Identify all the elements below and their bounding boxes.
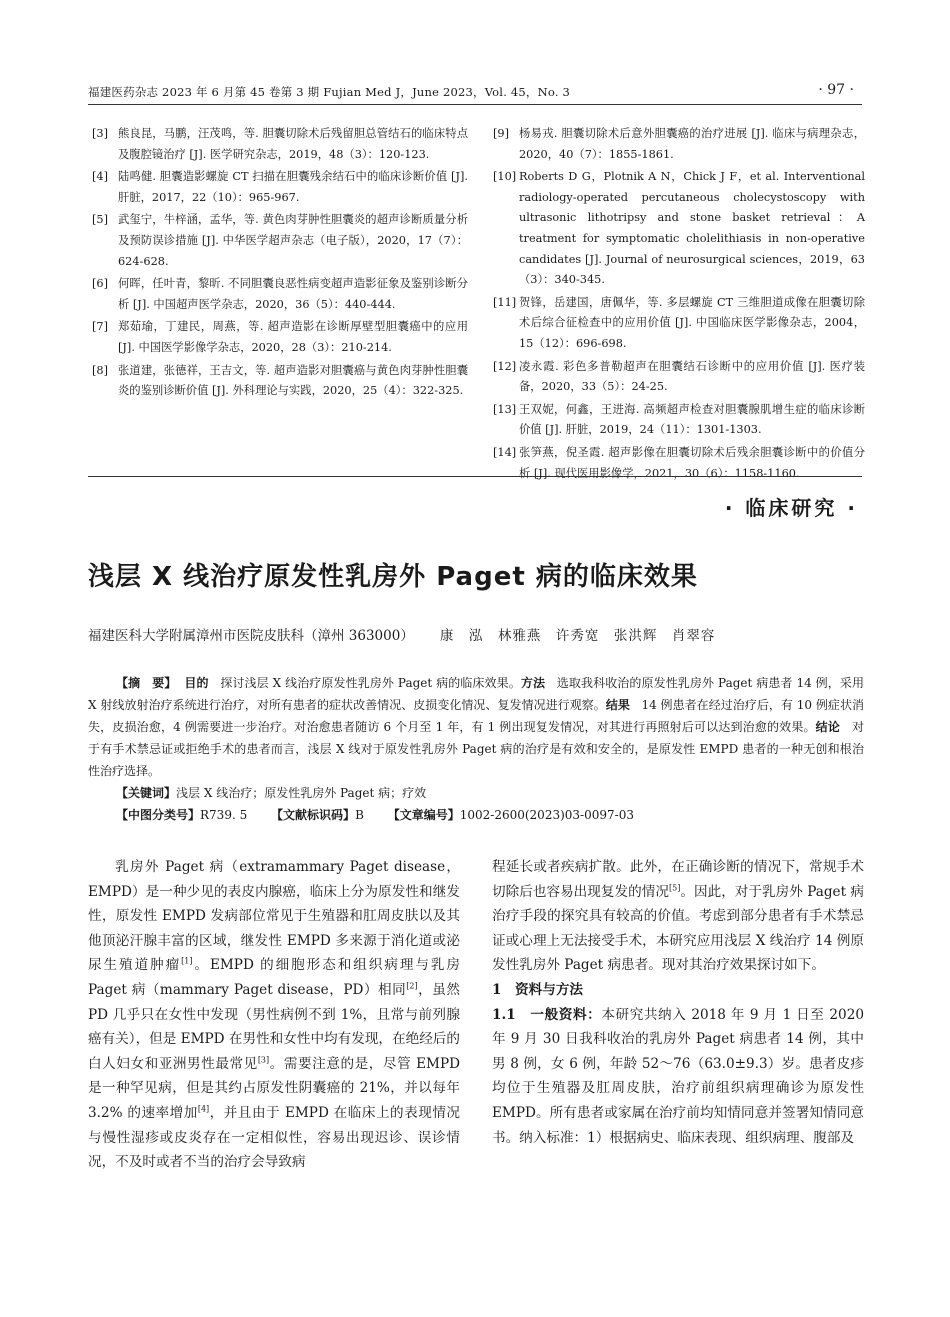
reference-item: [493, 124, 865, 165]
reference-text: 陆鸣健. 胆囊造影螺旋 CT 扫描在胆囊残余结石中的临床诊断价值 [J]. 肝脏，2017，22（10）：965-967.: [118, 170, 468, 204]
doc-code-label: 【文献标识码】: [271, 808, 356, 822]
general-data-paragraph: [492, 1003, 864, 1151]
abstract-label: 【摘 要】: [116, 676, 177, 690]
methods-text: 选取我科收治的原发性乳房外 Paget 病患者 14 例，采用 X 射线放射治疗系统进行治疗，对所有患者的症状改善情况、皮损变化情况、复发情况进行观察。: [88, 676, 864, 712]
intro-text: 程延长或者疾病扩散。此外，在正确诊断的情况下，常规手术切除后也容易出现复发的情况: [492, 859, 864, 900]
body-column-right: [492, 855, 864, 1150]
reference-text: 郑茹瑜，丁建民，周燕，等. 超声造影在诊断厚壁型胆囊癌中的应用 [J]. 中国医学影像学杂志，2020，28（3）：210-214.: [118, 320, 468, 354]
page-number: · 97 ·: [818, 82, 854, 98]
section-heading: 1 资料与方法: [492, 981, 584, 998]
reference-number: [11]: [493, 295, 517, 309]
keywords-label: 【关键词】: [116, 786, 177, 800]
reference-item: [92, 317, 468, 358]
byline: [88, 624, 715, 644]
reference-text: 杨易戎. 胆囊切除术后意外胆囊癌的治疗进展 [J]. 临床与病理杂志，2020，40（7）：1855-1861.: [519, 127, 865, 161]
article-number-label: 【文章编号】: [387, 808, 460, 822]
article-number-value: 1002-2600(2023)03-0097-03: [459, 808, 634, 822]
reference-number: [3]: [92, 127, 109, 140]
section-divider: [88, 476, 862, 477]
reference-number: [6]: [92, 277, 109, 291]
running-head: 福建医药杂志 2023 年 6 月第 45 卷第 3 期 Fujian Med J，June 2023，Vol. 45，No. 3: [88, 85, 571, 99]
keywords-line: [88, 782, 864, 804]
reference-item: [92, 361, 468, 402]
body-column-left: [88, 855, 460, 1175]
article-title: 浅层 X 线治疗原发性乳房外 Paget 病的临床效果: [88, 562, 698, 592]
intro-paragraph-continued: [492, 855, 864, 978]
reference-number: [7]: [92, 320, 109, 334]
intro-paragraph: [88, 855, 460, 1175]
reference-number: [10]: [493, 170, 517, 184]
reference-number: [12]: [493, 359, 517, 373]
intro-text: 。因此，对于乳房外 Paget 病治疗手段的探究具有较高的价值。考虑到部分患者有手术禁忌证或心理上无法接受手术，本研究应用浅层 X 线治疗 14 例原发性乳房外 Paget 病患者。现对其治疗效果探讨如下。: [492, 883, 864, 974]
reference-item: [493, 167, 865, 291]
reference-item: [493, 357, 865, 398]
abstract-body: [88, 672, 864, 782]
citation: [4]: [197, 1104, 210, 1114]
reference-text: Roberts D G，Plotnik A N，Chick J F，et al. Interventional radiology-operated percutaneous cholecystoscopy with ultrasonic lithotripsy and stone basket retrieval：A treatment for symptomatic cholelithiasis in non-operative candidates [J]. Journal of neurosurgical sciences，2019，63（3）：340-345.: [519, 170, 865, 287]
authors: 康 泓 林雅燕 许秀宽 张洪辉 肖翠容: [439, 628, 716, 644]
reference-item: [92, 274, 468, 315]
classification-line: [88, 804, 864, 826]
reference-text: 张笋燕，倪圣霞. 超声影像在胆囊切除术后残余胆囊诊断中的价值分析 [J]. 现代医用影像学，2021，30（6）：1158-1160.: [519, 445, 865, 480]
reference-item: [92, 167, 468, 208]
doc-code-value: B: [355, 808, 364, 822]
citation: [1]: [181, 956, 193, 966]
reference-item: [493, 400, 865, 441]
reference-text: 王双妮，何鑫，王进海. 高频超声检查对胆囊腺肌增生症的临床诊断价值 [J]. 肝脏，2019，24（11）：1301-1303.: [519, 402, 865, 437]
subsection-heading: 1.1 一般资料：: [492, 1006, 602, 1023]
reference-number: [9]: [493, 127, 510, 140]
intro-text: 。需要注意的是，尽管 EMPD 是一种罕见病，但是其约占原发性阴囊癌的 21%，并以每年 3.2% 的速率增加: [88, 1055, 460, 1121]
reference-number: [8]: [92, 363, 109, 377]
reference-list-right: [493, 124, 865, 486]
conclusion-text: 对于有手术禁忌证或拒绝手术的患者而言，浅层 X 线对于原发性乳房外 Paget 病的治疗是有效和安全的，是原发性 EMPD 患者的一种无创和根治性治疗选择。: [88, 720, 864, 778]
conclusion-label: 结论: [815, 720, 841, 734]
header-rule: [88, 104, 862, 105]
methods-label: 方法: [520, 676, 546, 690]
clc-label: 【中图分类号】: [116, 808, 201, 822]
reference-list-left: [92, 124, 468, 404]
reference-text: 熊良昆，马鹏，汪茂鸣，等. 胆囊切除术后残留胆总管结石的临床特点及腹腔镜治疗 [J]. 医学研究杂志，2019，48（3）：120-123.: [118, 127, 468, 161]
intro-text: ，并且由于 EMPD 在临床上的表现情况与慢性湿疹或皮炎存在一定相似性，容易出现迟诊、误诊情况，不及时或者不当的治疗会导致病: [88, 1104, 461, 1171]
reference-number: [14]: [493, 445, 517, 459]
reference-number: [5]: [92, 213, 109, 227]
citation: [3]: [257, 1055, 270, 1065]
reference-text: 贺锋，岳建国，唐佩华，等. 多层螺旋 CT 三维胆道成像在胆囊切除术后综合征检查中的应用价值 [J]. 中国临床医学影像杂志，2004，15（12）：696-698.: [519, 295, 865, 350]
intro-text: 乳房外 Paget 病（extramammary Paget disease，EMPD）是一种少见的表皮内腺癌，临床上分为原发性和继发性，原发性 EMPD 发病部位常见于生殖器和肛周皮肤以及其他顶泌汗腺丰富的区域，继发性 EMPD 多来源于消化道或泌尿生殖道肿瘤: [88, 859, 460, 974]
reference-number: [4]: [92, 170, 109, 184]
reference-item: [493, 443, 865, 484]
reference-item: [92, 124, 468, 165]
intro-text: ，虽然 PD 几乎只在女性中发现（男性病例不到 1%，且常与前列腺癌有关），但是 EMPD 在男性和女性中均有发现，在绝经后的白人妇女和亚洲男性最常见: [88, 981, 460, 1072]
citation: [2]: [406, 981, 418, 991]
reference-text: 凌永霞. 彩色多普勒超声在胆囊结石诊断中的应用价值 [J]. 医疗装备，2020，33（5）：24-25.: [519, 359, 865, 394]
citation: [5]: [668, 883, 681, 893]
objective-text: 探讨浅层 X 线治疗原发性乳房外 Paget 病的临床效果。: [220, 676, 521, 690]
intro-text: 。EMPD 的细胞形态和组织病理与乳房 Paget 病（mammary Paget disease，PD）相同: [88, 957, 460, 998]
reference-number: [13]: [493, 402, 517, 416]
reference-item: [92, 210, 468, 272]
clc-value: R739. 5: [200, 808, 248, 822]
reference-item: [493, 293, 865, 355]
reference-text: 何晖，任叶青，黎昕. 不同胆囊良恶性病变超声造影征象及鉴别诊断分析 [J]. 中国超声医学杂志，2020，36（5）：440-444.: [118, 277, 468, 311]
general-data-text: 本研究共纳入 2018 年 9 月 1 日至 2020 年 9 月 30 日我科收治的乳房外 Paget 病患者 14 例，其中男 8 例，女 6 例，年龄 52～76（63.0±9.3）岁。患者皮疹均位于生殖器及肛周皮肤，治疗前组织病理确诊为原发性 EMPD。所有患者或家属在治疗前均知情同意并签署知情同意书。纳入标准：1）根据病史、临床表现、组织病理、腹部及: [492, 1006, 864, 1146]
affiliation: 福建医科大学附属漳州市医院皮肤科（漳州 363000）: [88, 628, 414, 644]
section-label: · 临床研究 ·: [724, 496, 858, 520]
keywords-text: 浅层 X 线治疗；原发性乳房外 Paget 病；疗效: [176, 786, 427, 800]
reference-text: 武玺宁，牛梓涵，孟华，等. 黄色肉芽肿性胆囊炎的超声诊断质量分析及预防误诊措施 [J]. 中华医学超声杂志（电子版），2020，17（7）：624-628.: [118, 213, 468, 268]
results-label: 结果: [605, 698, 630, 712]
results-text: 14 例患者在经过治疗后，有 10 例症状消失，皮损治愈，4 例需要进一步治疗。对治愈患者随访 6 个月至 1 年，有 1 例出现复发情况，对其进行再照射后可以达到治愈的效果。: [88, 698, 864, 734]
reference-text: 张道建，张德祥，王吉文，等. 超声造影对胆囊癌与黄色肉芽肿性胆囊炎的鉴别诊断价值 [J]. 外科理论与实践，2020，25（4）：322-325.: [118, 363, 468, 398]
abstract: [88, 672, 864, 826]
objective-label: 目的: [184, 676, 209, 690]
